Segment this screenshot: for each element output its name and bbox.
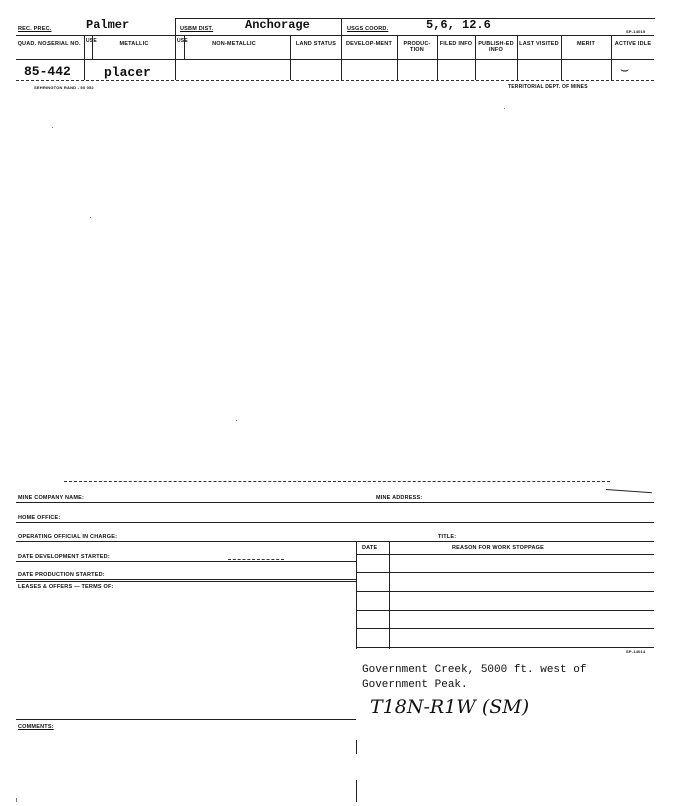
date-development-label: DATE DEVELOPMENT STARTED: — [18, 554, 110, 560]
col-quad-no: QUAD. NO. — [17, 41, 49, 47]
usgs-coord-value: 5,6, 12.6 — [426, 18, 491, 32]
usbm-dist-label: USBM DIST. — [180, 26, 214, 32]
stoppage-table-divider — [389, 541, 390, 649]
header-rule — [16, 35, 654, 36]
metallic-value: placer — [104, 65, 151, 80]
usgs-coord-label: USGS COORD. — [347, 26, 389, 32]
col-production: PRODUC-TION — [403, 41, 431, 53]
usbm-dist-value: Anchorage — [245, 18, 310, 32]
handwritten-township-range: T18N-R1W (SM) — [370, 696, 530, 718]
reason-col-label: REASON FOR WORK STOPPAGE — [452, 545, 544, 551]
record-row-rule — [16, 80, 654, 81]
col-published-info: PUBLISH-ED INFO — [478, 41, 514, 53]
col-last-visited: LAST VISITED — [519, 41, 559, 47]
col-use-metallic: USE — [86, 38, 97, 44]
location-line-1: Government Creek, 5000 ft. west of — [362, 664, 587, 676]
col-development: DEVELOP-MENT — [345, 41, 393, 47]
col-filed-info: FILED INFO — [439, 41, 473, 47]
form-number-top: SP-14015 — [626, 29, 646, 34]
date-production-label: DATE PRODUCTION STARTED: — [18, 572, 105, 578]
home-office-label: HOME OFFICE: — [18, 515, 61, 521]
col-use-non-metallic: USE — [177, 38, 188, 44]
col-land-status: LAND STATUS — [295, 41, 337, 47]
department-mark: TERRITORIAL DEPT. OF MINES — [508, 84, 588, 90]
mine-address-label: MINE ADDRESS: — [376, 495, 423, 501]
col-metallic: METALLIC — [119, 41, 149, 47]
col-non-metallic: NON-METALLIC — [212, 41, 256, 47]
quad-serial-value: 85-442 — [24, 64, 71, 79]
date-col-label: DATE — [362, 545, 378, 551]
col-serial-no: SERIAL NO. — [47, 41, 81, 47]
comments-label: COMMENTS: — [18, 724, 54, 730]
title-label: TITLE: — [438, 534, 457, 540]
mine-company-name-label: MINE COMPANY NAME: — [18, 495, 85, 501]
stoppage-table-left — [356, 541, 357, 649]
form-number-back: SP-14014 — [626, 649, 646, 654]
printer-mark: SEHRINGTON RAND - 50 052 — [34, 85, 94, 90]
card-fold-rule — [64, 481, 610, 482]
leases-offers-label: LEASES & OFFERS — TERMS OF: — [18, 584, 114, 590]
rec-prec-value: Palmer — [86, 18, 130, 32]
active-idle-check: ⌣ — [620, 62, 630, 78]
location-line-2: Government Peak. — [362, 679, 468, 691]
col-merit: MERIT — [576, 41, 596, 47]
column-header-rule — [16, 59, 654, 60]
rec-prec-label: REC. PREC. — [18, 26, 52, 32]
col-active-idle: ACTIVE IDLE — [614, 41, 652, 47]
operating-official-label: OPERATING OFFICIAL IN CHARGE: — [18, 534, 118, 540]
